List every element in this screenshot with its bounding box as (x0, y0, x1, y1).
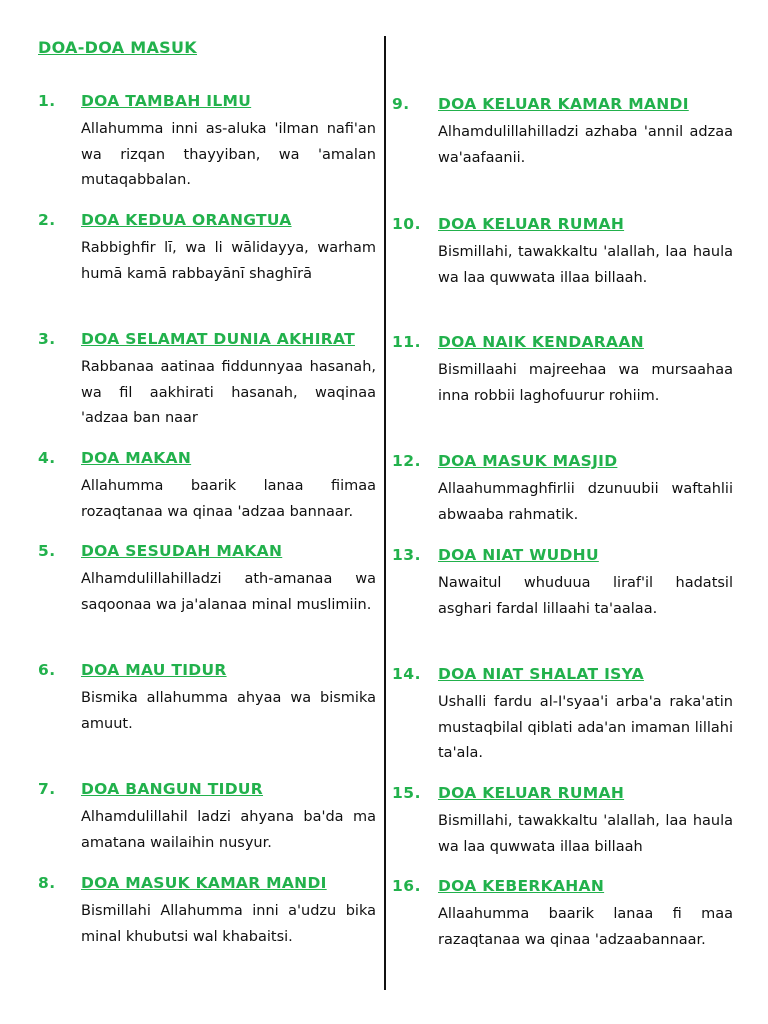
item-heading: DOA NAIK KENDARAAN (438, 333, 644, 351)
item-number: 7. (38, 780, 56, 798)
item-text: Nawaitul whuduua liraf'il hadatsil asghari fardal lillaahi ta'aalaa. (438, 575, 733, 617)
item-heading: DOA SELAMAT DUNIA AKHIRAT (81, 330, 355, 348)
item-text: Alhamdulillahil ladzi ahyana ba'da ma amatana wailaihin nusyur. (81, 809, 376, 851)
item-number: 14. (392, 665, 421, 683)
item-text: Alhamdulillahilladzi ath-amanaa wa saqoonaa wa ja'alanaa minal muslimiin. (81, 571, 376, 613)
item-number: 11. (392, 333, 421, 351)
column-divider (384, 36, 386, 990)
item-number: 3. (38, 330, 56, 348)
item-text: Ushalli fardu al-I'syaa'i arba'a raka'atin mustaqbilal qiblati ada'an imaman lillahi ta'ala. (438, 694, 733, 761)
item-text: Alhamdulillahilladzi azhaba 'annil adzaa wa'aafaanii. (438, 124, 733, 166)
item-heading: DOA MAKAN (81, 449, 192, 467)
item-heading: DOA MASUK KAMAR MANDI (81, 874, 327, 892)
item-text: Bismillahi, tawakkaltu 'alallah, laa haula wa laa quwwata illaa billaah. (438, 244, 733, 286)
item-text: Bismillahi Allahumma inni a'udzu bika minal khubutsi wal khabaitsi. (81, 903, 376, 945)
item-heading: DOA KELUAR RUMAH (438, 215, 625, 233)
item-heading: DOA KELUAR KAMAR MANDI (438, 95, 689, 113)
item-heading: DOA BANGUN TIDUR (81, 780, 264, 798)
item-number: 16. (392, 877, 421, 895)
item-number: 4. (38, 449, 56, 467)
item-heading: DOA KELUAR RUMAH (438, 784, 625, 802)
item-text: Bismillahi, tawakkaltu 'alallah, laa haula wa laa quwwata illaa billaah (438, 813, 733, 855)
item-text: Allahumma baarik lanaa fiimaa rozaqtanaa wa qinaa 'adzaa bannaar. (81, 478, 376, 520)
item-text: Bismillaahi majreehaa wa mursaahaa inna robbii laghofuurur rohiim. (438, 362, 733, 404)
item-number: 8. (38, 874, 56, 892)
item-number: 9. (392, 95, 410, 113)
item-heading: DOA MASUK MASJID (438, 452, 618, 470)
page-title: DOA-DOA MASUK (38, 38, 198, 57)
item-number: 10. (392, 215, 421, 233)
item-text: Rabbighfir lī, wa li wālidayya, warham humā kamā rabbayānī shaghīrā (81, 240, 376, 282)
item-number: 5. (38, 542, 56, 560)
item-number: 13. (392, 546, 421, 564)
item-number: 1. (38, 92, 56, 110)
item-text: Allahumma inni as-aluka 'ilman nafi'an wa rizqan thayyiban, wa 'amalan mutaqabbalan. (81, 121, 376, 188)
item-text: Allaahummaghfirlii dzunuubii waftahlii abwaaba rahmatik. (438, 481, 733, 523)
item-number: 12. (392, 452, 421, 470)
item-text: Rabbanaa aatinaa fiddunnyaa hasanah, wa fil aakhirati hasanah, waqinaa 'adzaa ban naar (81, 359, 376, 426)
item-heading: DOA KEBERKAHAN (438, 877, 605, 895)
item-text: Allaahumma baarik lanaa fi maa razaqtanaa wa qinaa 'adzaabannaar. (438, 906, 733, 948)
item-heading: DOA TAMBAH ILMU (81, 92, 252, 110)
item-number: 15. (392, 784, 421, 802)
item-heading: DOA SESUDAH MAKAN (81, 542, 283, 560)
item-heading: DOA KEDUA ORANGTUA (81, 211, 292, 229)
item-number: 6. (38, 661, 56, 679)
item-number: 2. (38, 211, 56, 229)
item-heading: DOA NIAT WUDHU (438, 546, 599, 564)
item-text: Bismika allahumma ahyaa wa bismika amuut. (81, 690, 376, 732)
item-heading: DOA NIAT SHALAT ISYA (438, 665, 644, 683)
item-heading: DOA MAU TIDUR (81, 661, 227, 679)
